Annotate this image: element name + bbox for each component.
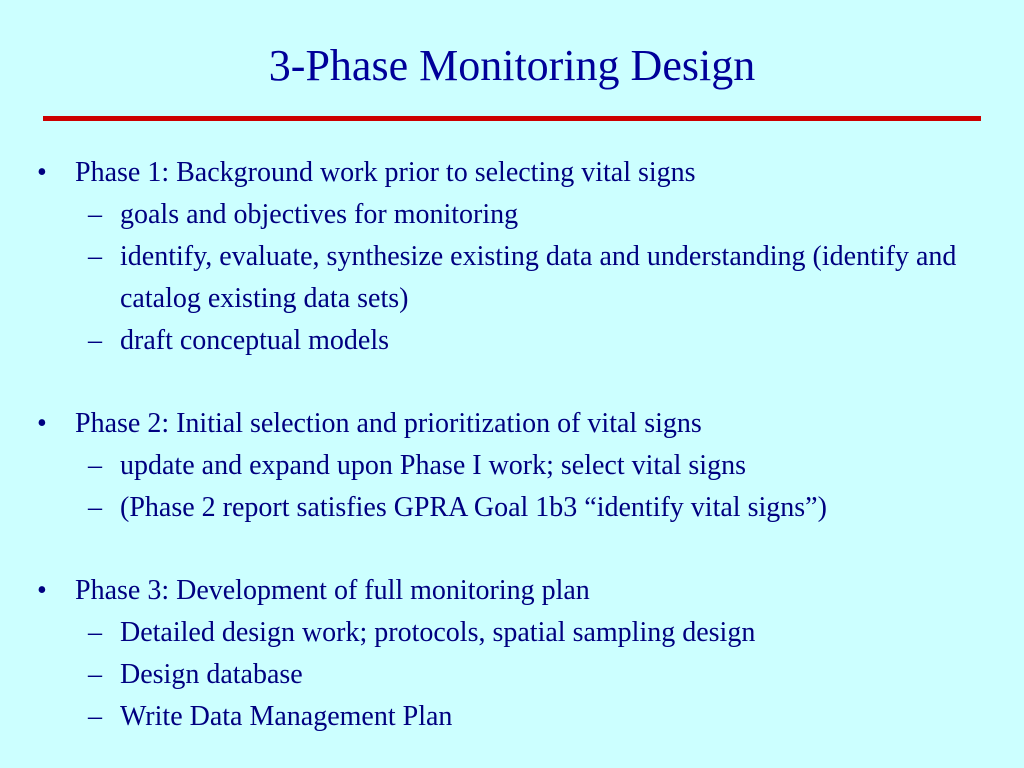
dash-marker: – <box>88 325 102 356</box>
sub-bullet-item <box>34 487 1009 529</box>
sub-bullet-text: draft conceptual models <box>120 325 390 356</box>
sub-bullet-item <box>34 445 1009 487</box>
dash-marker: – <box>88 450 102 481</box>
bullet-marker: • <box>37 575 47 606</box>
sub-bullet-text: Design database <box>120 659 303 690</box>
dash-marker: – <box>88 492 102 523</box>
sub-bullet-item <box>34 320 1009 362</box>
sub-bullet-item <box>34 194 1009 236</box>
bullet-item <box>34 152 1009 194</box>
phase-3-section <box>34 570 1009 738</box>
phase-2-heading: Phase 2: Initial selection and prioritization of vital signs <box>75 408 702 439</box>
phase-2-section <box>34 403 1009 529</box>
sub-bullet-text: Detailed design work; protocols, spatial sampling design <box>120 617 756 648</box>
dash-marker: – <box>88 617 102 648</box>
bullet-item <box>34 570 1009 612</box>
phase-3-heading: Phase 3: Development of full monitoring plan <box>75 575 590 606</box>
sub-bullet-text: Write Data Management Plan <box>120 701 453 732</box>
sub-bullet-text: update and expand upon Phase I work; select vital signs <box>120 450 746 481</box>
bullet-item <box>34 403 1009 445</box>
bullet-marker: • <box>37 408 47 439</box>
phase-1-section <box>34 152 1009 362</box>
sub-bullet-text: identify, evaluate, synthesize existing data and understanding (identify and catalog existing data sets) <box>120 241 957 314</box>
dash-marker: – <box>88 199 102 230</box>
dash-marker: – <box>88 241 102 272</box>
slide-title: 3-Phase Monitoring Design <box>268 41 756 90</box>
slide-body <box>34 152 1009 738</box>
dash-marker: – <box>88 659 102 690</box>
phase-1-heading: Phase 1: Background work prior to selecting vital signs <box>75 157 696 188</box>
dash-marker: – <box>88 701 102 732</box>
sub-bullet-text: goals and objectives for monitoring <box>120 199 519 230</box>
sub-bullet-item <box>34 236 1009 320</box>
title-divider <box>43 116 981 121</box>
bullet-marker: • <box>37 157 47 188</box>
sub-bullet-text: (Phase 2 report satisfies GPRA Goal 1b3 “identify vital signs”) <box>120 492 827 523</box>
sub-bullet-item <box>34 612 1009 654</box>
sub-bullet-item <box>34 654 1009 696</box>
sub-bullet-item <box>34 696 1009 738</box>
